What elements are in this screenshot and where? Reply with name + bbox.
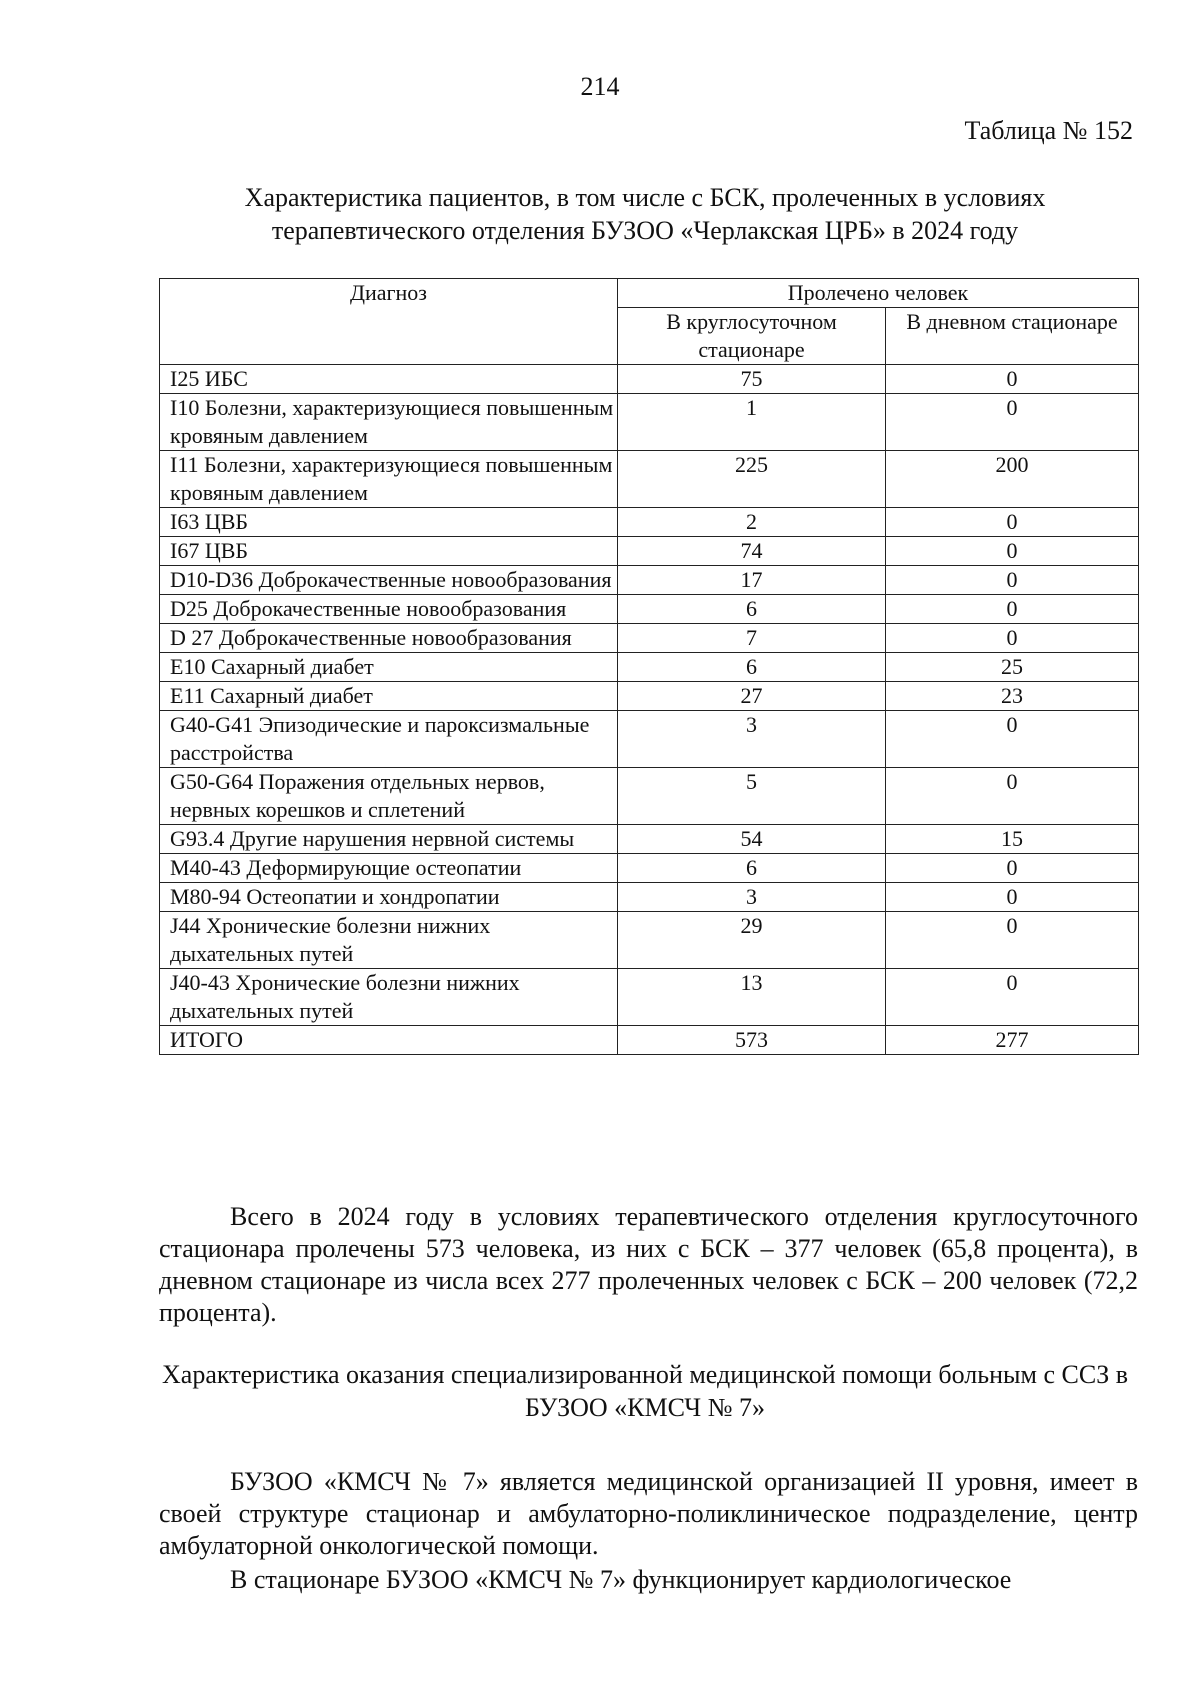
cell-round-the-clock: 1 xyxy=(618,394,886,451)
cell-diagnosis: D10-D36 Доброкачественные новообразования xyxy=(160,566,618,595)
cell-diagnosis: I67 ЦВБ xyxy=(160,537,618,566)
table-row xyxy=(160,566,1139,595)
cell-round-the-clock: 75 xyxy=(618,365,886,394)
cell-diagnosis: E10 Сахарный диабет xyxy=(160,653,618,682)
table-row xyxy=(160,537,1139,566)
header-round-the-clock: В круглосуточном стационаре xyxy=(618,308,886,365)
cell-day: 0 xyxy=(886,508,1139,537)
table-row xyxy=(160,682,1139,711)
kmsch-paragraph: БУЗОО «КМСЧ № 7» является медицинской организацией II уровня, имеет в своей структуре стационар и амбулаторно-поликлиническое подразделение, центр амбулаторной онкологической помощи. xyxy=(159,1467,1138,1560)
total-day: 277 xyxy=(886,1026,1139,1055)
cell-round-the-clock: 5 xyxy=(618,768,886,825)
cell-diagnosis: M40-43 Деформирующие остеопатии xyxy=(160,854,618,883)
table-title: Характеристика пациентов, в том числе с БСК, пролеченных в условиях терапевтического отделения БУЗОО «Черлакская ЦРБ» в 2024 году xyxy=(244,183,1046,245)
table-row xyxy=(160,969,1139,1026)
table-row xyxy=(160,365,1139,394)
cell-day: 0 xyxy=(886,711,1139,768)
cell-round-the-clock: 6 xyxy=(618,653,886,682)
cell-diagnosis: D 27 Доброкачественные новообразования xyxy=(160,624,618,653)
cell-day: 0 xyxy=(886,854,1139,883)
header-day: В дневном стационаре xyxy=(886,308,1139,365)
cell-day: 0 xyxy=(886,969,1139,1026)
cell-round-the-clock: 17 xyxy=(618,566,886,595)
cell-diagnosis: G40-G41 Эпизодические и пароксизмальные расстройства xyxy=(160,711,618,768)
cell-diagnosis: I25 ИБС xyxy=(160,365,618,394)
cell-round-the-clock: 2 xyxy=(618,508,886,537)
table-body xyxy=(160,365,1139,1055)
cell-diagnosis: J44 Хронические болезни нижних дыхательных путей xyxy=(160,912,618,969)
table-row xyxy=(160,825,1139,854)
cardio-paragraph: В стационаре БУЗОО «КМСЧ № 7» функционирует кардиологическое xyxy=(230,1565,1012,1594)
cell-day: 0 xyxy=(886,912,1139,969)
table-row xyxy=(160,508,1139,537)
cell-diagnosis: M80-94 Остеопатии и хондропатии xyxy=(160,883,618,912)
cell-day: 0 xyxy=(886,768,1139,825)
cell-diagnosis: G50-G64 Поражения отдельных нервов, нервных корешков и сплетений xyxy=(160,768,618,825)
cell-diagnosis: G93.4 Другие нарушения нервной системы xyxy=(160,825,618,854)
cell-day: 25 xyxy=(886,653,1139,682)
table-row xyxy=(160,595,1139,624)
summary-paragraph: Всего в 2024 году в условиях терапевтического отделения круглосуточного стационара пролечены 573 человека, из них с БСК – 377 человек (65,8 процента), в дневном стационаре из числа всех 277 пролеченных человек с БСК – 200 человек (72,2 процента). xyxy=(159,1202,1138,1327)
cell-round-the-clock: 29 xyxy=(618,912,886,969)
patients-table xyxy=(159,278,1139,1055)
page-number: 214 xyxy=(580,72,620,101)
cell-day: 23 xyxy=(886,682,1139,711)
table-row xyxy=(160,624,1139,653)
table-row xyxy=(160,394,1139,451)
cell-day: 200 xyxy=(886,451,1139,508)
header-diagnosis: Диагноз xyxy=(160,279,618,365)
table-row xyxy=(160,711,1139,768)
cell-round-the-clock: 6 xyxy=(618,854,886,883)
table-row xyxy=(160,854,1139,883)
table-label: Таблица № 152 xyxy=(964,116,1133,145)
cell-round-the-clock: 7 xyxy=(618,624,886,653)
cell-diagnosis: J40-43 Хронические болезни нижних дыхательных путей xyxy=(160,969,618,1026)
total-label: ИТОГО xyxy=(160,1026,618,1055)
cell-round-the-clock: 54 xyxy=(618,825,886,854)
cell-round-the-clock: 74 xyxy=(618,537,886,566)
cell-day: 0 xyxy=(886,394,1139,451)
table-total-row xyxy=(160,1026,1139,1055)
cell-day: 0 xyxy=(886,883,1139,912)
cell-round-the-clock: 27 xyxy=(618,682,886,711)
cell-diagnosis: I63 ЦВБ xyxy=(160,508,618,537)
cell-round-the-clock: 3 xyxy=(618,883,886,912)
cell-day: 0 xyxy=(886,566,1139,595)
cell-round-the-clock: 225 xyxy=(618,451,886,508)
cell-day: 0 xyxy=(886,537,1139,566)
cell-round-the-clock: 13 xyxy=(618,969,886,1026)
cell-round-the-clock: 6 xyxy=(618,595,886,624)
table-header xyxy=(160,279,1139,365)
total-round-the-clock: 573 xyxy=(618,1026,886,1055)
table-row xyxy=(160,653,1139,682)
cell-day: 0 xyxy=(886,365,1139,394)
cell-diagnosis: E11 Сахарный диабет xyxy=(160,682,618,711)
table-row xyxy=(160,883,1139,912)
cell-diagnosis: I11 Болезни, характеризующиеся повышенным кровяным давлением xyxy=(160,451,618,508)
cell-round-the-clock: 3 xyxy=(618,711,886,768)
cell-day: 0 xyxy=(886,595,1139,624)
table-row xyxy=(160,451,1139,508)
cell-diagnosis: D25 Доброкачественные новообразования xyxy=(160,595,618,624)
cell-diagnosis: I10 Болезни, характеризующиеся повышенным кровяным давлением xyxy=(160,394,618,451)
section-title: Характеристика оказания специализированной медицинской помощи больным с ССЗ в БУЗОО «КМСЧ № 7» xyxy=(162,1360,1128,1422)
cell-day: 0 xyxy=(886,624,1139,653)
table-row xyxy=(160,768,1139,825)
table-row xyxy=(160,912,1139,969)
header-treated: Пролечено человек xyxy=(618,279,1139,308)
cell-day: 15 xyxy=(886,825,1139,854)
